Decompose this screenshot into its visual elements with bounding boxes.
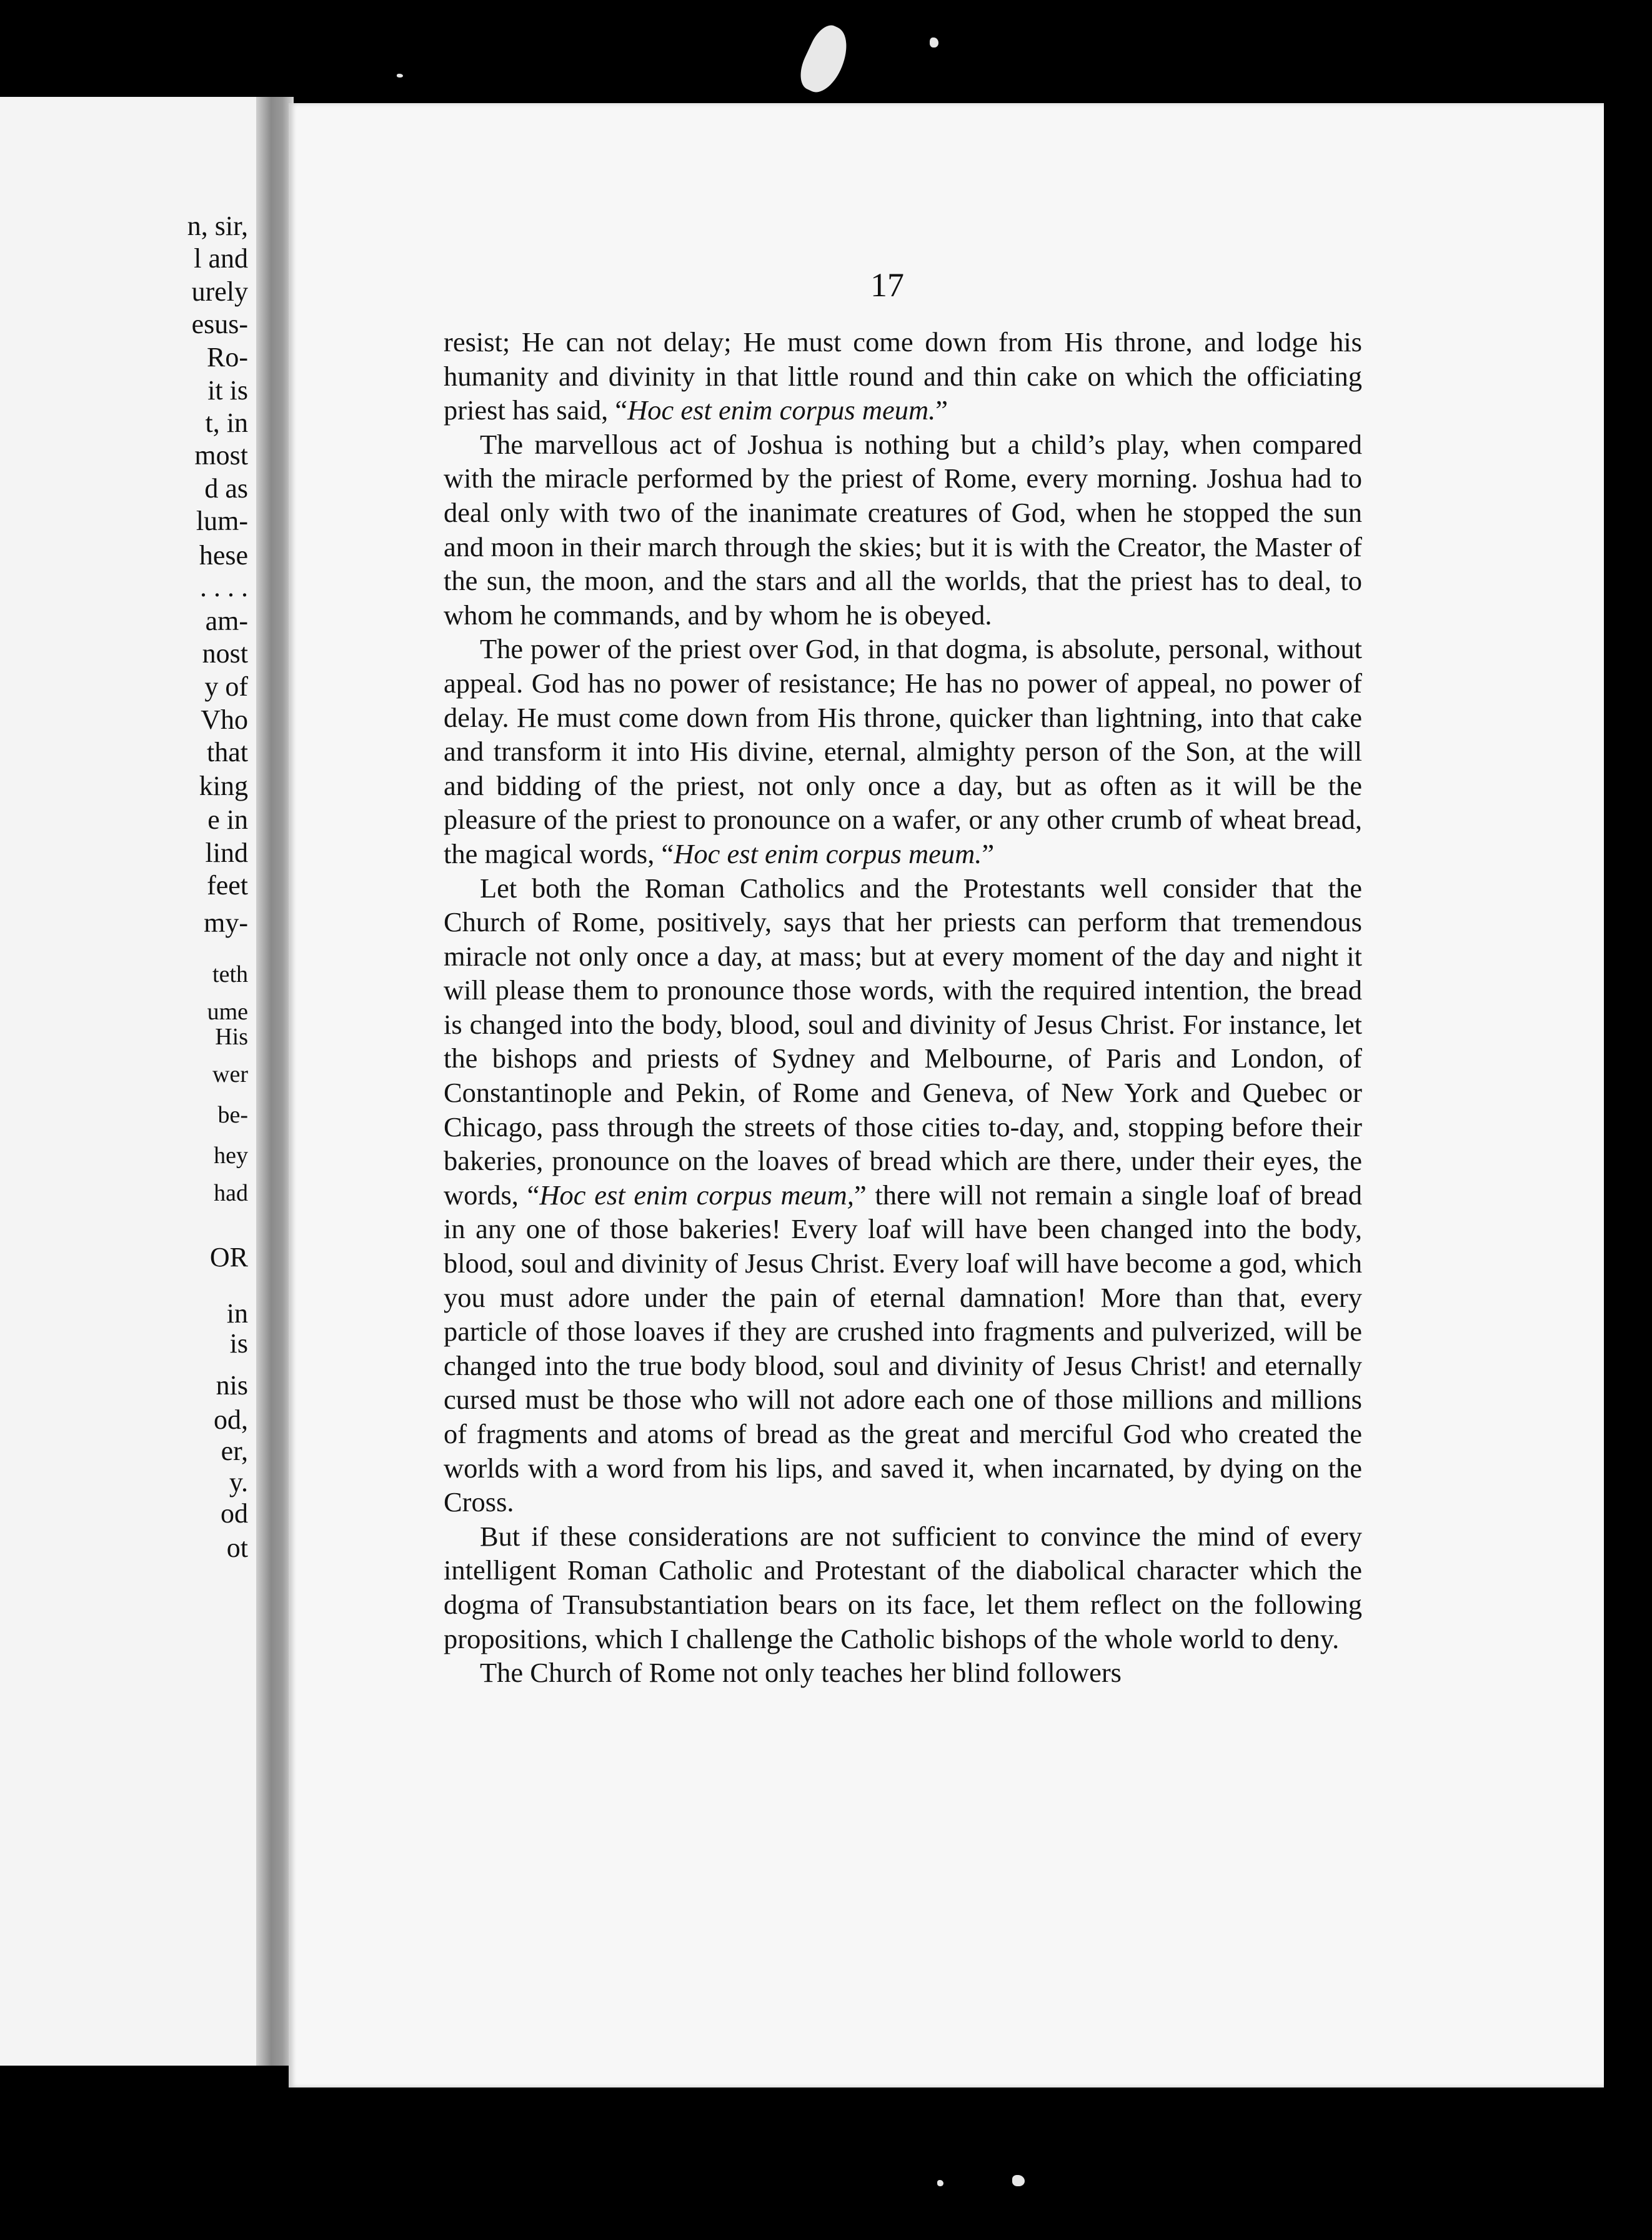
facing-page-fragment: Ro- — [207, 342, 248, 372]
facing-page-fragment: y of — [204, 671, 248, 702]
paragraph-text: But if these considerations are not sufficient to convince the mind of every intelligent Roman Catholic and Protestant of the diabolical character which the dogma of Transubstantiation bears on its face, let them reflect on the following propositions, which I challenge the Catholic bishops of the whole world to deny. — [444, 1520, 1362, 1654]
facing-page-fragment: king — [199, 771, 248, 801]
facing-page-fragment: had — [214, 1180, 248, 1206]
facing-page-fragment: er, — [221, 1436, 248, 1466]
scan-speck — [794, 20, 857, 98]
paragraph-text: Let both the Roman Catholics and the Protestants well consider that the Church of Rome, positively, says that her priests can perform that tremendous miracle not only once a day, at mass; but at every moment of the day and night it will please them to pronounce those words, with the required intention, the bread is changed into the body, blood, soul and divinity of Jesus Christ. For instance, let the bishops and priests of Sydney and Melbourne, of Paris and London, of Constantinople and Pekin, of Rome and Geneva, of New York and Quebec or Chicago, pass through the streets of those cities to-day, and, stopping before their bakeries, pronounce on the loaves of bread which are there, under their eyes, the words, “ — [444, 872, 1362, 1211]
page-number: 17 — [870, 266, 904, 304]
paragraph-text: The marvellous act of Joshua is nothing but a child’s play, when compared with the miracle performed by the priest of Rome, every morning. Joshua had to deal only with two of the inanimate creatures of God, when he stopped the sun and moon in their march through the skies; but it is with the Creator, the Master of the sun, the moon, and the stars and all the worlds, that the priest has to deal, to whom he commands, and by whom he is obeyed. — [444, 428, 1362, 631]
body-paragraph — [444, 871, 1362, 1519]
facing-page-fragment: His — [215, 1024, 248, 1050]
facing-page-fragment: nis — [216, 1370, 248, 1401]
latin-phrase: Hoc est enim corpus meum, — [539, 1179, 854, 1211]
scan-speck — [937, 2180, 943, 2186]
facing-page-fragment: Vho — [201, 704, 248, 735]
facing-page-fragment: lind — [205, 838, 248, 868]
facing-page-fragment: hese — [199, 540, 248, 571]
facing-page-fragment: am- — [205, 606, 248, 636]
facing-page-fragment: lum- — [196, 506, 248, 536]
scan-speck — [397, 74, 403, 78]
body-paragraph — [444, 632, 1362, 871]
facing-page-fragment: be- — [217, 1102, 248, 1128]
facing-page-fragment: . . . . — [200, 572, 248, 602]
facing-page-fragment: OR — [209, 1242, 248, 1272]
body-paragraph — [444, 428, 1362, 632]
paragraph-text: The power of the priest over God, in that dogma, is absolute, personal, without appeal. God has no power of resistance; He has no power of appeal, no power of delay. He must come down from His throne, quicker than lightning, into that cake and transform it into His divine, eternal, almighty person of the Son, at the will and bidding of the priest, not only once a day, but as often as it will be the pleasure of the priest to pronounce on a wafer, or any other crumb of wheat bread, the magical words, “ — [444, 633, 1362, 869]
facing-page-fragment: esus- — [191, 309, 248, 339]
facing-page — [0, 97, 266, 2066]
facing-page-fragment: is — [229, 1328, 248, 1359]
page-gutter-shadow — [256, 97, 294, 2066]
facing-page-fragment: d as — [204, 473, 248, 504]
facing-page-fragment: urely — [191, 276, 248, 307]
paragraph-text: ” — [982, 838, 995, 869]
facing-page-fragment: in — [226, 1298, 248, 1329]
facing-page-fragment: my- — [204, 908, 248, 938]
facing-page-fragment: ume — [207, 999, 248, 1025]
paragraph-text: The Church of Rome not only teaches her blind followers — [480, 1657, 1122, 1689]
facing-page-fragment: teth — [212, 961, 248, 988]
body-paragraph — [444, 325, 1362, 428]
facing-page-fragment: l and — [194, 243, 248, 274]
page-body-text — [444, 325, 1362, 1690]
paragraph-text: ” there will not remain a single loaf of bread in any one of those bakeries! Every loaf will have been changed into the body, blood, soul and divinity of Jesus Christ. Every loaf will have become a god, which you must adore under the pain of eternal damnation! More than that, every particle of those loaves if they are crushed into fragments and pulverized, will be changed into the true body blood, soul and divinity of Jesus Christ! and eternally cursed must be those who will not adore each one of those millions and millions of fragments and atoms of bread as the great and merciful God who created the worlds with a word from his lips, and saved it, when incarnated, by dying on the Cross. — [444, 1179, 1362, 1518]
paragraph-text: ” — [935, 394, 948, 426]
scan-speck — [1012, 2175, 1025, 2186]
latin-phrase: Hoc est enim corpus meum. — [674, 838, 982, 869]
facing-page-fragment: od, — [214, 1404, 248, 1435]
facing-page-fragment: wer — [212, 1061, 248, 1088]
paragraph-text: resist; He can not delay; He must come down from His throne, and lodge his humanity and divinity in that little round and thin cake on which the officiating priest has said, “ — [444, 326, 1362, 426]
body-paragraph — [444, 1519, 1362, 1656]
facing-page-fragment: that — [207, 737, 248, 768]
facing-page-fragment: it is — [207, 375, 248, 406]
facing-page-fragment: nost — [202, 638, 248, 669]
latin-phrase: Hoc est enim corpus meum. — [627, 394, 936, 426]
facing-page-fragment: feet — [207, 870, 248, 901]
facing-page-fragment: hey — [214, 1142, 248, 1169]
facing-page-fragment: most — [194, 440, 248, 471]
scan-speck — [930, 38, 938, 48]
facing-page-fragment: t, in — [205, 408, 248, 438]
facing-page-fragment: e in — [207, 804, 248, 835]
facing-page-fragment: ot — [226, 1532, 248, 1563]
facing-page-fragment: n, sir, — [187, 211, 248, 241]
body-paragraph — [444, 1656, 1362, 1690]
facing-page-fragment: y. — [229, 1467, 248, 1498]
facing-page-fragment: od — [221, 1498, 248, 1529]
